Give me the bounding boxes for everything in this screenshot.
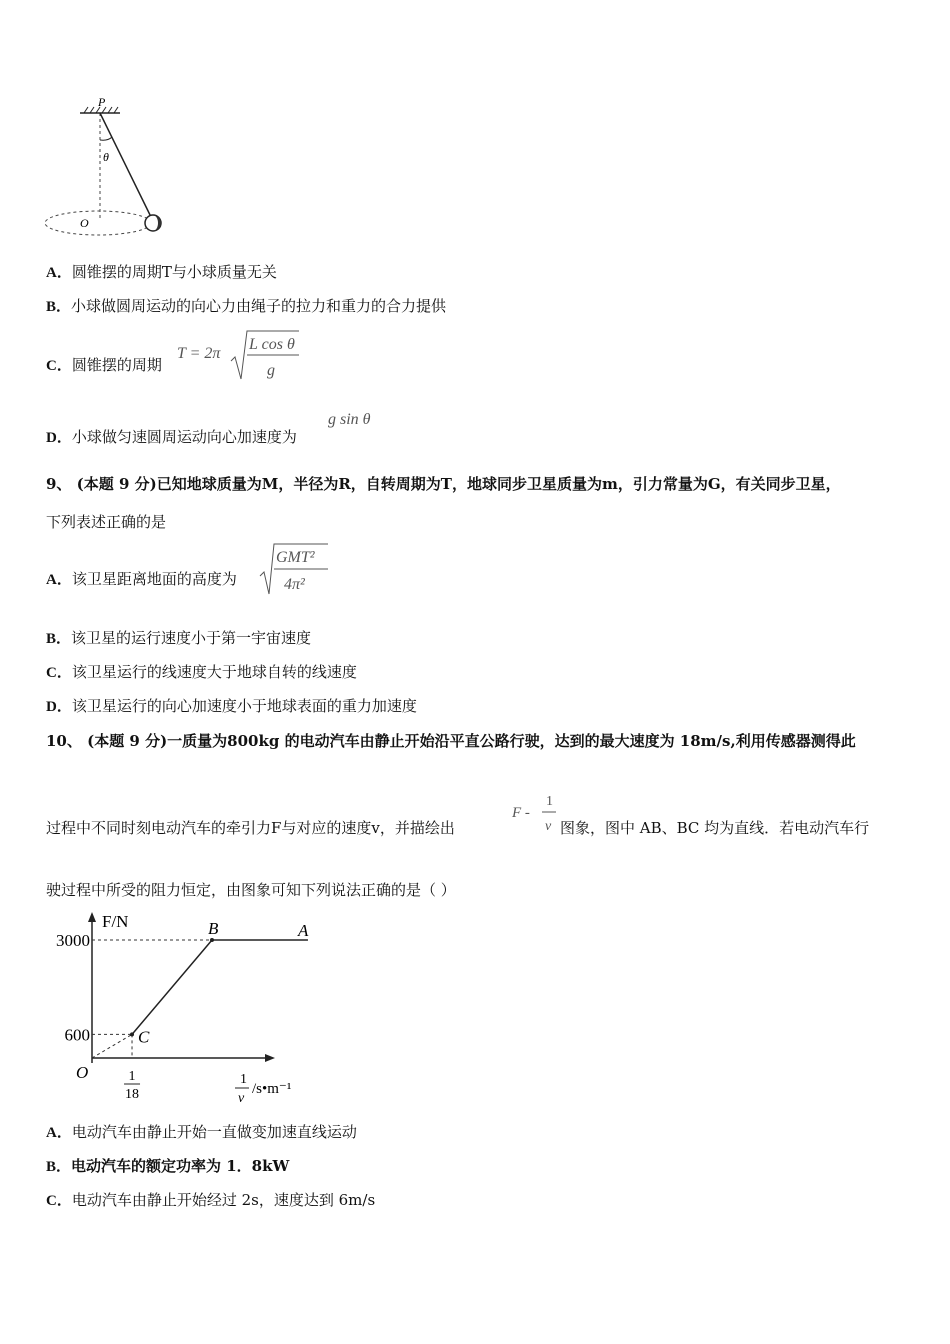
q10-stem-line1: 10、 (本题 9 分)一质量为800kg 的电动汽车由静止开始沿平直公路行驶，达到的最大速度为 18m/s,利用传感器测得此 [46,732,856,750]
q9-stem-line1: 9、 (本题 9 分)已知地球质量为M，半径为R，自转周期为T，地球同步卫星质量为m，引力常量为G，有关同步卫星， [46,475,841,493]
x-tick-numerator: 1 [128,1069,136,1084]
q8-option-c: C．圆锥摆的周期 [46,356,162,374]
formula-height [258,540,338,598]
formula-period-den: g [267,362,275,379]
x-axis-arrow [265,1054,275,1062]
formula-height-num: GMT² [276,549,315,566]
y-axis-label: F/N [102,912,129,931]
formula-num: 1 [546,794,553,809]
q10-option-c: C．电动汽车由静止开始经过 2s，速度达到 6m/s [46,1191,376,1209]
formula-period [175,327,305,385]
point-label-c: C [138,1027,150,1047]
y-axis-arrow [88,912,96,922]
formula-acceleration: g sin θ [328,411,371,428]
force-velocity-chart [40,908,320,1108]
formula-f: F - [512,805,530,821]
q9-option-b: B．该卫星的运行速度小于第一宇宙速度 [46,629,312,647]
formula-f-inv-v [510,790,558,840]
q9-option-a: A．该卫星距离地面的高度为 [46,570,237,588]
q8-option-b: B．小球做圆周运动的向心力由绳子的拉力和重力的合力提供 [46,297,447,315]
y-tick-3000: 3000 [56,931,90,950]
string [100,113,152,219]
q10-option-b: B．电动汽车的额定功率为 1．8kW [46,1157,290,1175]
point-b [210,938,214,942]
extrapolation-dash [92,1034,132,1058]
x-axis-label-num: 1 [240,1072,247,1087]
q9-option-d: D．该卫星运行的向心加速度小于地球表面的重力加速度 [46,697,417,715]
q10-stem-line2a: 过程中不同时刻电动汽车的牵引力F与对应的速度v，并描绘出 [46,819,455,837]
orbit-ellipse [45,211,151,235]
q10-option-a: A．电动汽车由静止开始一直做变加速直线运动 [46,1123,357,1141]
y-tick-600: 600 [64,1025,90,1045]
point-label-a: A [297,921,309,940]
formula-period-lhs: T = 2π [177,345,221,362]
label-theta: θ [103,150,109,164]
series-line-cb [132,940,212,1034]
q9-stem-line2: 下列表述正确的是 [46,513,167,531]
origin-label: O [76,1063,89,1082]
point-c [130,1032,134,1036]
x-tick-denominator: 18 [125,1087,140,1102]
q8-option-a: A．圆锥摆的周期T与小球质量无关 [46,263,277,281]
angle-arc [100,137,112,140]
q8-option-d: D．小球做匀速圆周运动向心加速度为 [46,428,297,446]
formula-height-den: 4π² [284,576,305,593]
formula-period-num: L cos θ [249,336,295,353]
formula-den: v [545,819,552,834]
point-label-b: B [208,919,219,938]
q10-stem-line3: 驶过程中所受的阻力恒定，由图象可知下列说法正确的是（ ） [46,881,456,899]
label-o: O [80,216,89,230]
x-axis-label-units: /s•m⁻¹ [252,1081,292,1097]
pendulum-figure [40,95,180,245]
label-p: P [98,95,106,109]
q9-option-c: C．该卫星运行的线速度大于地球自转的线速度 [46,663,357,681]
x-axis-label-den: v [238,1091,245,1106]
q10-stem-line2b: 图象，图中 AB、BC 均为直线．若电动汽车行 [560,819,870,837]
